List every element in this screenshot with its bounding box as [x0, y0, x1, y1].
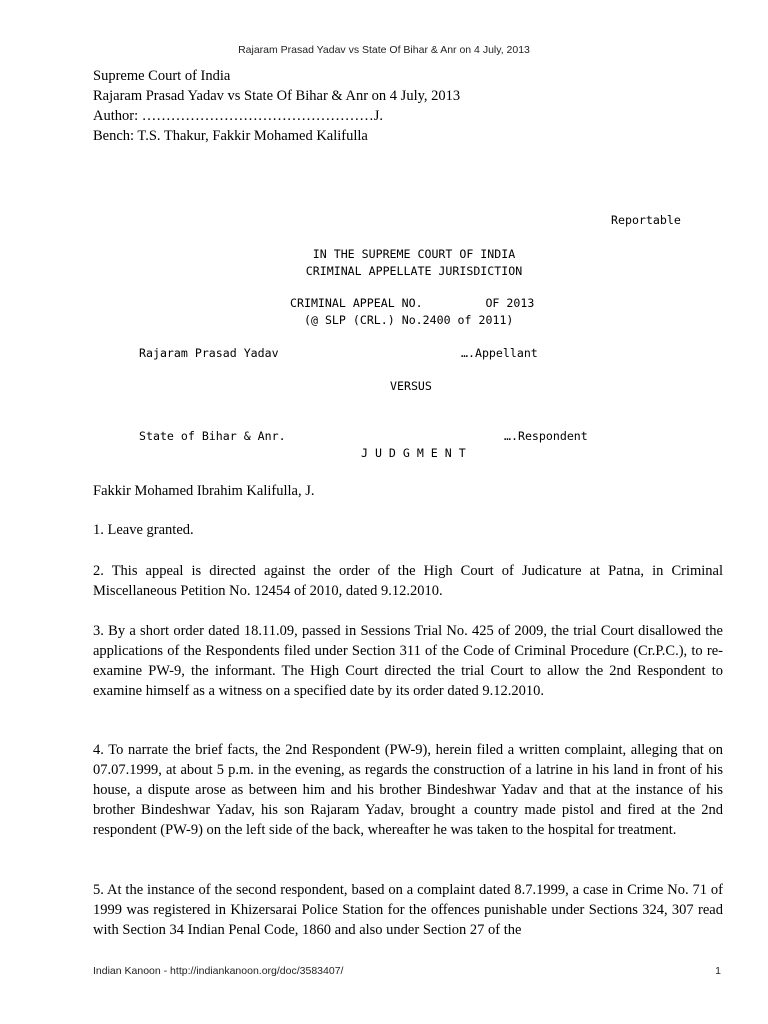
appellant-name: Rajaram Prasad Yadav — [139, 346, 279, 360]
court-heading: IN THE SUPREME COURT OF INDIA — [312, 247, 516, 261]
jurisdiction-heading: CRIMINAL APPELLATE JURISDICTION — [305, 264, 523, 278]
bench-line: Bench: T.S. Thakur, Fakkir Mohamed Kalifulla — [93, 128, 368, 144]
paragraph-1: 1. Leave granted. — [93, 522, 194, 538]
court-name: Supreme Court of India — [93, 68, 231, 84]
judgment-heading: J U D G M E N T — [361, 446, 466, 460]
author-line: Author: …………………………………………J. — [93, 108, 383, 124]
document-metadata — [93, 66, 460, 146]
appellant-role: ….Appellant — [461, 346, 538, 360]
appeal-number: CRIMINAL APPEAL NO. OF 2013 — [290, 296, 535, 310]
page-number: 1 — [715, 965, 721, 977]
respondent-name: State of Bihar & Anr. — [139, 429, 286, 443]
running-header: Rajaram Prasad Yadav vs State Of Bihar & Anr on 4 July, 2013 — [238, 44, 530, 56]
paragraph-2: 2. This appeal is directed against the order of the High Court of Judicature at Patna, in Criminal Miscellaneous Petition No. 12454 of 2010, dated 9.12.2010. — [93, 563, 723, 599]
case-title: Rajaram Prasad Yadav vs State Of Bihar & Anr on 4 July, 2013 — [93, 88, 461, 104]
slp-number: (@ SLP (CRL.) No.2400 of 2011) — [304, 313, 514, 327]
paragraph-3: 3. By a short order dated 18.11.09, passed in Sessions Trial No. 425 of 2009, the trial Court disallowed the applications of the Respondents filed under Section 311 of the Code of Criminal Procedure (Cr.P.C.), to re- examine PW-9, the informant. The High Court directed the trial Court to allow the 2nd Respondent to examine himself as a witness on a specified date by its order dated 9.12.2010. — [93, 623, 723, 699]
judge-author-line: Fakkir Mohamed Ibrahim Kalifulla, J. — [93, 483, 315, 499]
respondent-role: ….Respondent — [504, 429, 588, 443]
reportable-label: Reportable — [611, 213, 681, 227]
footer-source-link[interactable]: Indian Kanoon - http://indiankanoon.org/doc/3583407/ — [93, 965, 344, 977]
paragraph-5: 5. At the instance of the second respondent, based on a complaint dated 8.7.1999, a case in Crime No. 71 of 1999 was registered in Khizersarai Police Station for the offences punishable under Sections 324, 307 read with Section 34 Indian Penal Code, 1860 and also under Section 27 of the — [93, 882, 723, 938]
versus-label: VERSUS — [390, 379, 432, 393]
paragraph-4: 4. To narrate the brief facts, the 2nd Respondent (PW-9), herein filed a written complaint, alleging that on 07.07.1999, at about 5 p.m. in the evening, as regards the construction of a latrine in his land in front of his house, a dispute arose as between him and his brother Bindeshwar Yadav and that at the instance of his brother Bindeshwar Yadav, his son Rajaram Yadav, brought a country made pistol and fired at the 2nd respondent (PW-9) on the left side of the back, whereafter he was taken to the hospital for treatment. — [93, 742, 723, 838]
